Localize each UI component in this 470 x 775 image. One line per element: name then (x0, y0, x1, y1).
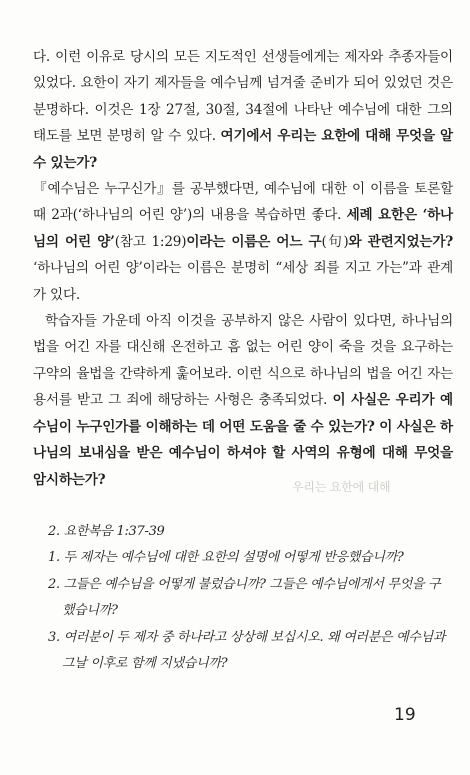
paragraph-1-question: 여기에서 우리는 요한에 대해 무엇을 알 수 있는가? (33, 128, 453, 171)
paragraph-3-text: 학습자들 가운데 아직 이것을 공부하지 않은 사람이 있다면, 하나님의 법을 어긴 자를 대신해 온전하고 흠 없는 어린 양이 죽을 것을 요구하는 구약의 율법을 간략하게 훑어보라. 이런 식으로 하나님의 법을 어긴 자는 용서를 받고 그 죄에 해당하는 사형은 충족되었다. (33, 313, 453, 409)
paragraph-2-text-2: (참고 1:29) (114, 233, 187, 250)
paragraph-3 (33, 308, 453, 493)
paragraph-2-text-1: 『예수님은 누구신가』를 공부했다면, 예수님에 대한 이 이름을 토론할 때 2과(‘하나님의 어린 양’)의 내용을 복습하면 좋다. (33, 181, 453, 224)
paragraph-2-text-3: (句) (321, 233, 349, 250)
paragraph-2-text-4: ‘하나님의 어린 양’이라는 이름은 분명히 “세상 죄를 지고 가는”과 관계가 있다. (33, 260, 453, 303)
question-item-3: 3. 여러분이 두 제자 중 하나라고 상상해 보십시오. 왜 여러분은 예수님과 그날 이후로 함께 지냈습니까? (48, 629, 446, 672)
bleed-through-text: 우리는 요한에 대해 (292, 480, 391, 494)
paragraph-2-question-1: 세례 요한은 ‘하나님의 어린 양’ (33, 207, 453, 250)
paragraph-1-text: 다. 이런 이유로 당시의 모든 지도적인 선생들에게는 제자와 추종자들이 있었다. 요한이 자기 제자들을 예수님께 넘겨줄 준비가 되어 있었던 것은 분명하다. 이것은 1장 27절, 30절, 34절에 나타난 예수님에 대한 그의 태도를 보면 분명히 알 수 있다. (33, 49, 453, 145)
paragraph-1 (33, 44, 453, 176)
page-number: 19 (394, 705, 416, 725)
study-questions (48, 519, 448, 677)
body-text (33, 44, 453, 493)
question-item-1: 1. 두 제자는 예수님에 대한 요한의 설명에 어떻게 반응했습니까? (48, 550, 404, 566)
question-item-2: 2. 그들은 예수님을 어떻게 불렀습니까? 그들은 예수님에게서 무엇을 구했습니까? (48, 576, 441, 619)
paragraph-3-question: 이 사실은 우리가 예수님이 누구인가를 이해하는 데 어떤 도움을 줄 수 있는가? 이 사실은 하나님의 보내심을 받은 예수님이 하셔야 할 사역의 유형에 대해 무엇을 암시하는가? (33, 392, 453, 488)
paragraph-2-question-3: 와 관련지었는가? (348, 233, 454, 250)
paragraph-2-question-2: 이라는 이름은 어느 구 (186, 233, 322, 250)
questions-heading: 2. 요한복음 1:37-39 (48, 524, 165, 539)
paragraph-2 (33, 176, 453, 308)
questions-list (48, 545, 448, 677)
